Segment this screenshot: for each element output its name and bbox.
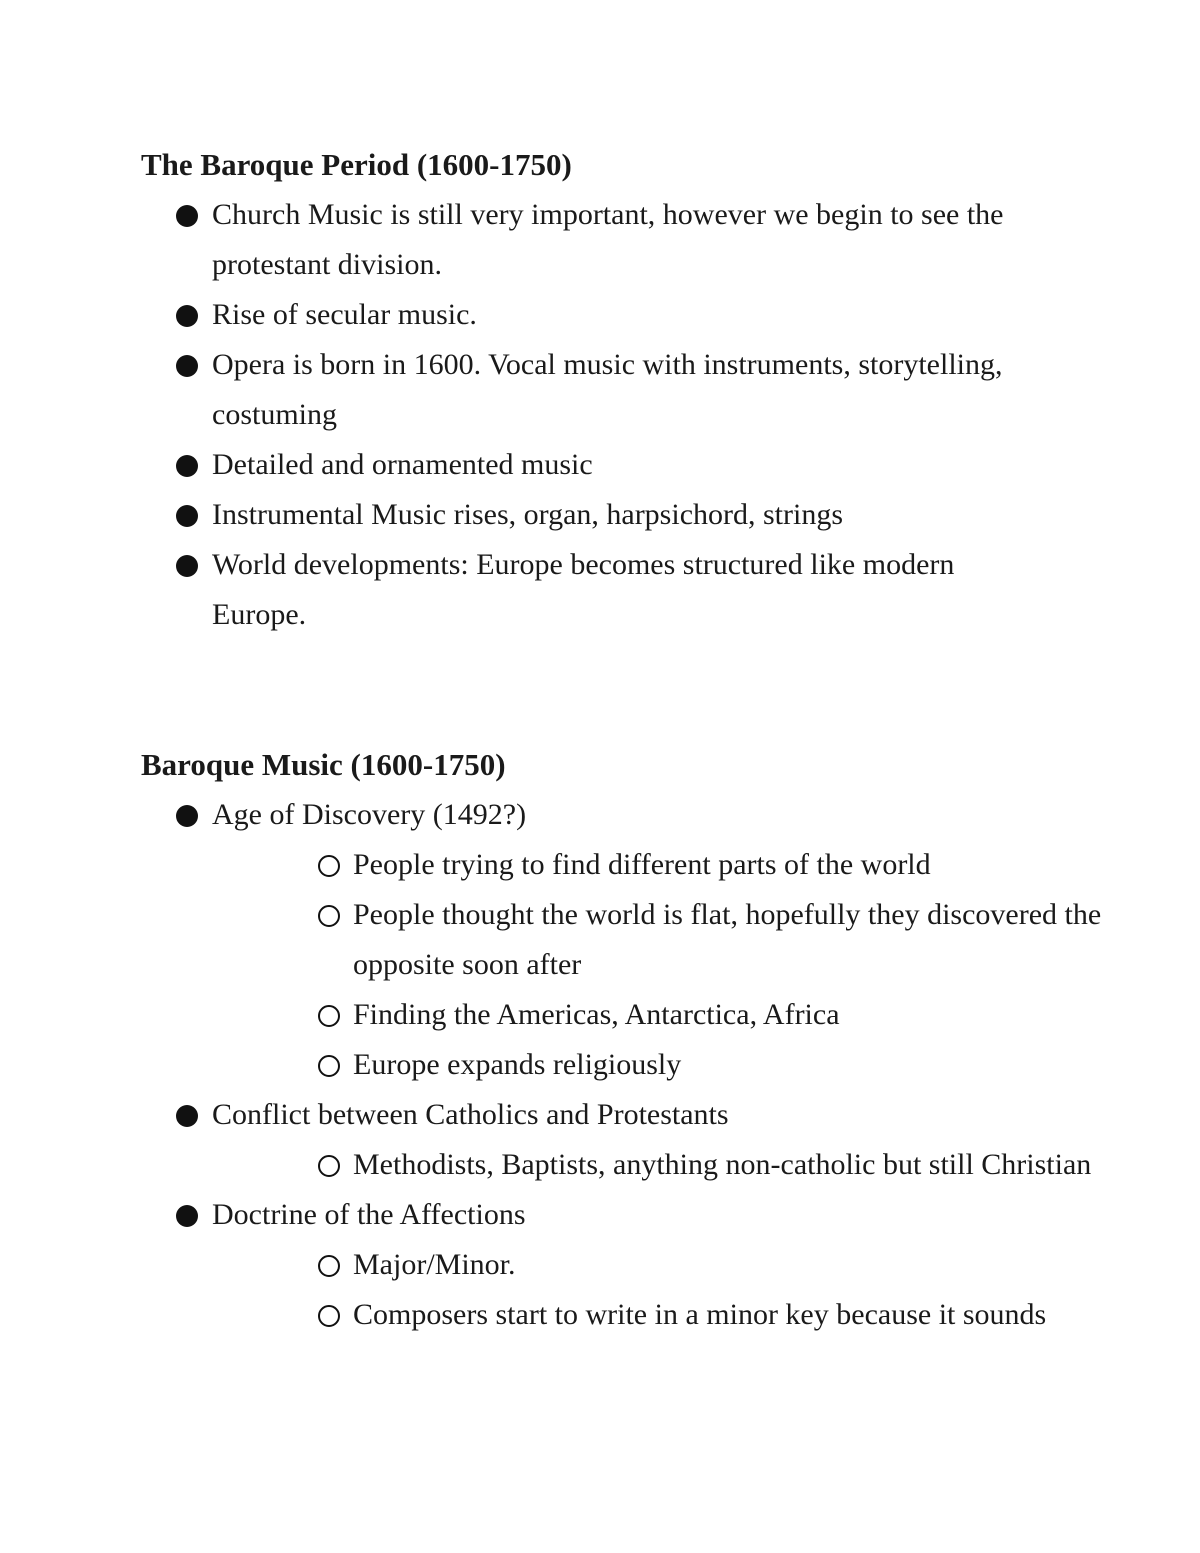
filled-bullet-icon [176, 505, 198, 527]
sub-list-item-text: People trying to find different parts of the world [353, 848, 931, 881]
list-item [141, 340, 1052, 440]
sub-list-item-text: Methodists, Baptists, anything non-catholic but still Christian [353, 1148, 1092, 1181]
sub-bullet-list [212, 1240, 1052, 1340]
list-item-text: Doctrine of the Affections [212, 1198, 526, 1231]
list-item [141, 190, 1052, 290]
sub-list-item-text: Major/Minor. [353, 1248, 516, 1281]
list-item [141, 790, 1102, 1090]
list-item-text: Opera is born in 1600. Vocal music with instruments, storytelling, costuming [212, 348, 1003, 431]
section-heading: Baroque Music (1600-1750) [141, 747, 506, 782]
sub-list-item [212, 1290, 1123, 1340]
list-item [141, 290, 1052, 340]
list-item-text: Age of Discovery (1492?) [212, 798, 527, 831]
list-item-text: Detailed and ornamented music [212, 448, 593, 481]
sub-list-item-text: Composers start to write in a minor key because it sounds [353, 1298, 1047, 1331]
sub-list-item-text: Finding the Americas, Antarctica, Africa [353, 998, 840, 1031]
sub-list-item-text: People thought the world is flat, hopefully they discovered the opposite soon after [353, 898, 1102, 981]
section-heading: The Baroque Period (1600-1750) [141, 147, 572, 182]
list-item-text: Conflict between Catholics and Protestants [212, 1098, 729, 1131]
filled-bullet-icon [176, 555, 198, 577]
section-baroque-period [141, 140, 1101, 640]
filled-bullet-icon [176, 205, 198, 227]
list-item [141, 540, 1052, 640]
section-baroque-music [141, 740, 1101, 1340]
filled-bullet-icon [176, 805, 198, 827]
hollow-bullet-icon [318, 1005, 340, 1027]
sub-bullet-list [212, 1140, 1092, 1190]
list-item [141, 1190, 1052, 1340]
list-item [141, 490, 1052, 540]
filled-bullet-icon [176, 1205, 198, 1227]
sub-list-item [212, 990, 1123, 1040]
hollow-bullet-icon [318, 1255, 340, 1277]
hollow-bullet-icon [318, 905, 340, 927]
filled-bullet-icon [176, 355, 198, 377]
sub-list-item-text: Europe expands religiously [353, 1048, 682, 1081]
list-item-text: Instrumental Music rises, organ, harpsichord, strings [212, 498, 844, 531]
sub-list-item [212, 890, 1123, 990]
filled-bullet-icon [176, 1105, 198, 1127]
list-item-text: Rise of secular music. [212, 298, 477, 331]
list-item-text: World developments: Europe becomes structured like modern Europe. [212, 548, 955, 631]
bullet-list [141, 190, 1101, 640]
hollow-bullet-icon [318, 1305, 340, 1327]
list-item [141, 440, 1052, 490]
filled-bullet-icon [176, 455, 198, 477]
filled-bullet-icon [176, 305, 198, 327]
bullet-list [141, 790, 1101, 1340]
hollow-bullet-icon [318, 1055, 340, 1077]
sub-list-item [212, 1140, 1123, 1190]
hollow-bullet-icon [318, 1155, 340, 1177]
list-item-text: Church Music is still very important, however we begin to see the protestant division. [212, 198, 1004, 281]
sub-list-item [212, 840, 1123, 890]
sub-list-item [212, 1040, 1123, 1090]
hollow-bullet-icon [318, 855, 340, 877]
list-item [141, 1090, 1092, 1190]
sub-list-item [212, 1240, 1123, 1290]
sub-bullet-list [212, 840, 1102, 1090]
